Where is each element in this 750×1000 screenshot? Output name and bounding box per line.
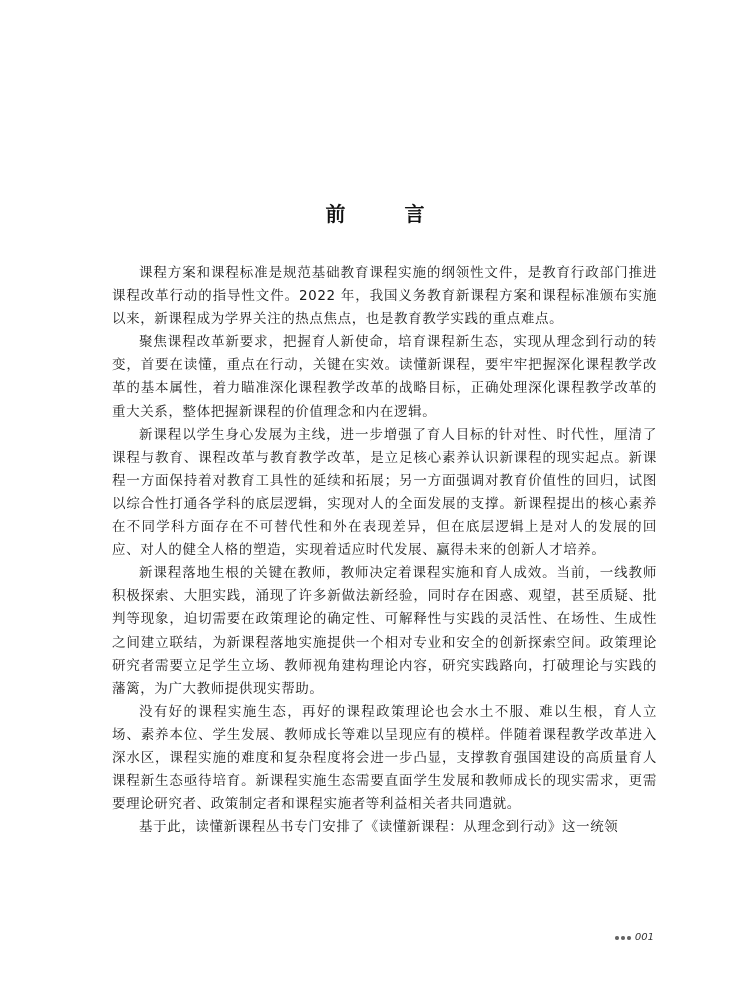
dot: [621, 936, 625, 940]
page-title: 前 言: [325, 202, 451, 227]
dots-ornament-icon: [615, 936, 631, 940]
paragraph: 没有好的课程实施生态，再好的课程政策理论也会水土不服、难以生根，育人立场、素养本位、学生发展、教师成长等难以呈现应有的模样。伴随着课程教学改革进入深水区，课程实施的难度和复杂程度将会进一步凸显，支撑教育强国建设的高质量育人课程新生态亟待培育。新课程实施生态需要直面学生发展和教师成长的现实需求，更需要理论研究者、政策制定者和课程实施者等利益相关者共同遣就。: [112, 703, 657, 813]
paragraph: 聚焦课程改革新要求，把握育人新使命，培育课程新生态，实现从理念到行动的转变，首要在读懂，重点在行动，关键在实效。读懂新课程，要牢牢把握深化课程教学改革的基本属性，着力瞄准深化课程教学改革的战略目标，正确处理深化课程教学改革的重大关系，整体把握新课程的价值理念和内在逻辑。: [112, 334, 657, 420]
page-footer: [615, 932, 654, 943]
page-number: 001: [634, 932, 654, 943]
paragraph: 基于此，读懂新课程丛书专门安排了《读懂新课程：从理念到行动》这一统领: [139, 819, 619, 836]
paragraph: 课程方案和课程标准是规范基础教育课程实施的纲领性文件，是教育行政部门推进课程改革行动的指导性文件。2022 年，我国义务教育新课程方案和课程标准颁布实施以来，新课程成为学界关注的热点焦点，也是教育教学实践的重点难点。: [112, 265, 657, 328]
body-text: [112, 262, 657, 839]
paragraph: 新课程以学生身心发展为主线，进一步增强了育人目标的针对性、时代性，厘清了课程与教育、课程改革与教育教学改革，是立足核心素养认识新课程的现实起点。新课程一方面保持着对教育工具性的延续和拓展；另一方面强调对教育价值性的回归，试图以综合性打通各学科的底层逻辑，实现对人的全面发展的支撑。新课程提出的核心素养在不同学科方面存在不可替代性和外在表现差异，但在底层逻辑上是对人的发展的回应、对人的健全人格的塑造，实现着适应时代发展、赢得未来的创新人才培养。: [112, 426, 657, 559]
dot: [615, 936, 619, 940]
paragraph: 新课程落地生根的关键在教师，教师决定着课程实施和育人成效。当前，一线教师积极探索、大胆实践，涌现了许多新做法新经验，同时存在困惑、观望，甚至质疑、批判等现象，迫切需要在政策理论的确定性、可解释性与实践的灵活性、在场性、生成性之间建立联结，为新课程落地实施提供一个相对专业和安全的创新探索空间。政策理论研究者需要立足学生立场、教师视角建构理论内容，研究实践路向，打破理论与实践的藩篱，为广大教师提供现实帮助。: [112, 565, 657, 697]
dot: [627, 936, 631, 940]
